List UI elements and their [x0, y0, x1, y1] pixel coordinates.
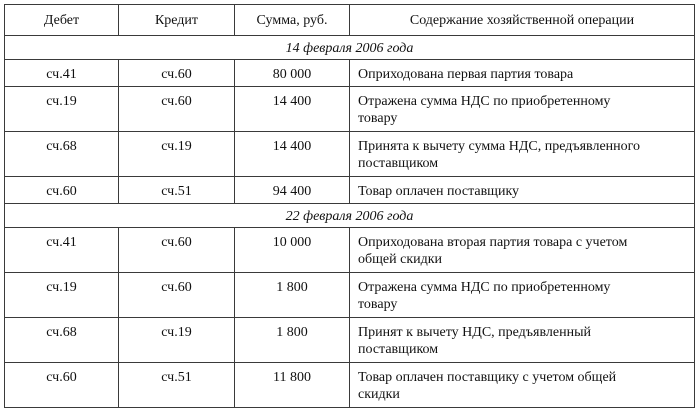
description-line: Отражена сумма НДС по приобретенному [358, 94, 611, 109]
cell-description [350, 60, 695, 87]
date-section-row [5, 36, 695, 60]
cell-description [350, 177, 695, 204]
table-row [5, 228, 695, 273]
cell-debit: сч.19 [5, 273, 119, 318]
cell-credit: сч.60 [119, 87, 235, 132]
cell-debit: сч.60 [5, 177, 119, 204]
cell-credit: сч.19 [119, 318, 235, 363]
accounting-entries-table [4, 4, 695, 408]
cell-credit: сч.51 [119, 363, 235, 408]
cell-description [350, 132, 695, 177]
cell-amount: 10 000 [235, 228, 350, 273]
table-row [5, 60, 695, 87]
cell-amount: 1 800 [235, 318, 350, 363]
cell-debit: сч.68 [5, 132, 119, 177]
description-line: Принят к вычету НДС, предъявленный [358, 325, 591, 340]
cell-credit: сч.51 [119, 177, 235, 204]
cell-credit: сч.60 [119, 273, 235, 318]
cell-description [350, 363, 695, 408]
description-line: товару [358, 111, 398, 126]
description-line: Оприходована вторая партия товара с учетом [358, 235, 628, 250]
cell-amount: 1 800 [235, 273, 350, 318]
table-row [5, 87, 695, 132]
header-description: Содержание хозяйственной операции [350, 5, 695, 36]
cell-amount: 14 400 [235, 87, 350, 132]
description-line: общей скидки [358, 252, 443, 267]
cell-debit: сч.60 [5, 363, 119, 408]
section-date: 22 февраля 2006 года [5, 204, 695, 228]
table-row [5, 318, 695, 363]
table-row [5, 177, 695, 204]
table-row [5, 363, 695, 408]
table-header-row [5, 5, 695, 36]
header-amount: Сумма, руб. [235, 5, 350, 36]
cell-debit: сч.19 [5, 87, 119, 132]
cell-debit: сч.41 [5, 228, 119, 273]
cell-description [350, 273, 695, 318]
table-row [5, 273, 695, 318]
cell-amount: 94 400 [235, 177, 350, 204]
cell-credit: сч.60 [119, 228, 235, 273]
description-line: скидки [358, 387, 400, 402]
header-debit: Дебет [5, 5, 119, 36]
description-line: Товар оплачен поставщику с учетом общей [358, 370, 617, 385]
description-line: Товар оплачен поставщику [358, 184, 520, 199]
description-line: Принята к вычету сумма НДС, предъявленного [358, 139, 641, 154]
cell-amount: 80 000 [235, 60, 350, 87]
description-line: Оприходована первая партия товара [358, 67, 574, 82]
description-line: товару [358, 297, 398, 312]
description-line: поставщиком [358, 342, 439, 357]
cell-description [350, 318, 695, 363]
section-date: 14 февраля 2006 года [5, 36, 695, 60]
cell-amount: 11 800 [235, 363, 350, 408]
cell-description [350, 228, 695, 273]
header-credit: Кредит [119, 5, 235, 36]
cell-debit: сч.68 [5, 318, 119, 363]
cell-amount: 14 400 [235, 132, 350, 177]
cell-debit: сч.41 [5, 60, 119, 87]
table-body [5, 36, 695, 408]
description-line: Отражена сумма НДС по приобретенному [358, 280, 611, 295]
date-section-row [5, 204, 695, 228]
cell-credit: сч.19 [119, 132, 235, 177]
cell-credit: сч.60 [119, 60, 235, 87]
cell-description [350, 87, 695, 132]
description-line: поставщиком [358, 156, 439, 171]
table-row [5, 132, 695, 177]
